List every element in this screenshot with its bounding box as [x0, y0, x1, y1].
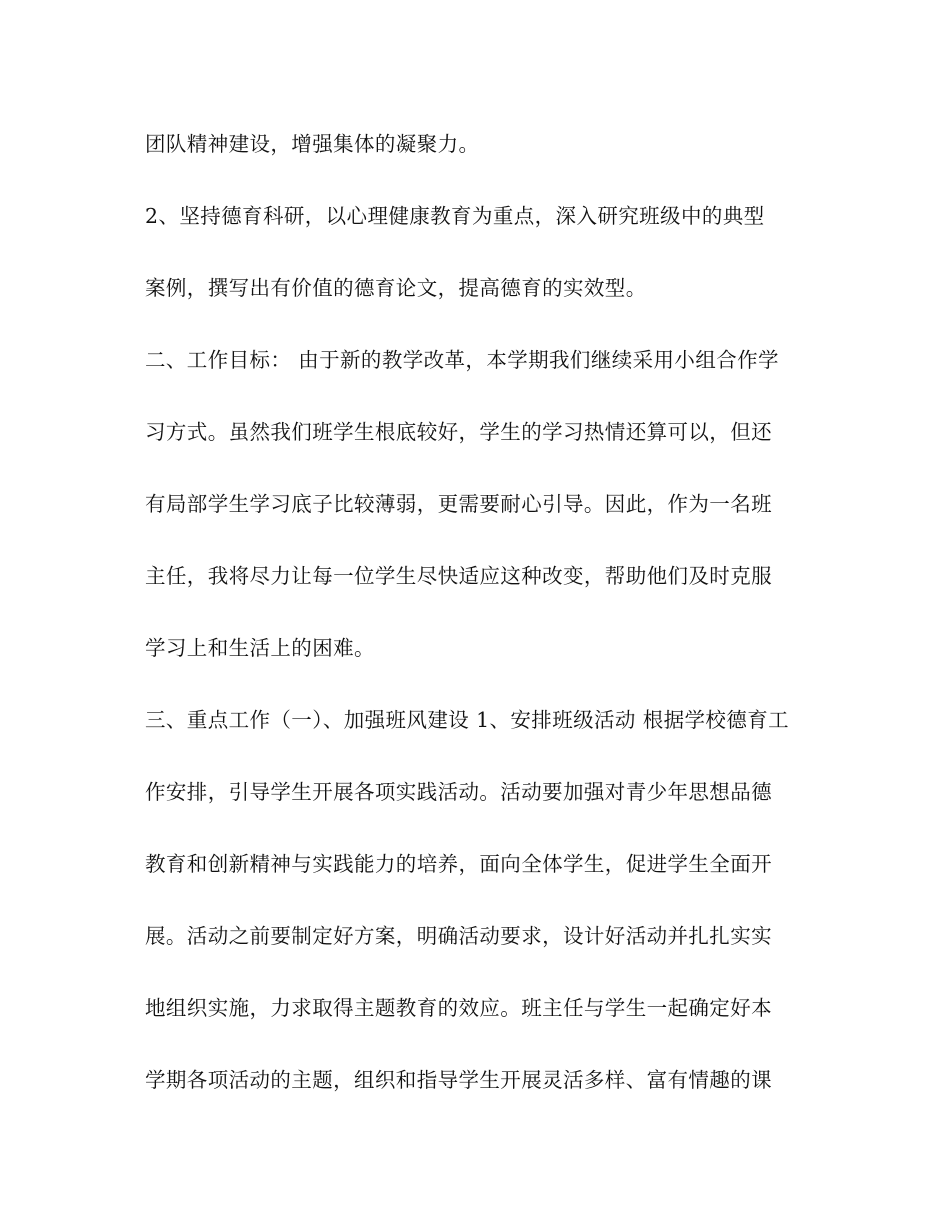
text-line: 团队精神建设，增强集体的凝聚力。 [145, 132, 480, 156]
text-line: 学习上和生活上的困难。 [145, 636, 375, 660]
text-line: 地组织实施，力求取得主题教育的效应。班主任与学生一起确定好本 [145, 996, 772, 1020]
text-line: 2、坚持德育科研，以心理健康教育为重点，深入研究班级中的典型 [145, 204, 765, 228]
text-line: 案例，撰写出有价值的德育论文，提高德育的实效型。 [145, 276, 647, 300]
text-line: 学期各项活动的主题，组织和指导学生开展灵活多样、富有情趣的课 [145, 1068, 772, 1092]
text-line: 展。活动之前要制定好方案，明确活动要求，设计好活动并扎扎实实 [145, 924, 772, 948]
text-line: 教育和创新精神与实践能力的培养，面向全体学生，促进学生全面开 [145, 852, 772, 876]
text-line: 三、重点工作（一）、加强班风建设 1、安排班级活动 根据学校德育工 [145, 708, 790, 732]
text-line: 习方式。虽然我们班学生根底较好，学生的学习热情还算可以，但还 [145, 420, 772, 444]
text-line: 有局部学生学习底子比较薄弱，更需要耐心引导。因此，作为一名班 [145, 492, 772, 516]
text-line: 二、工作目标： 由于新的教学改革，本学期我们继续采用小组合作学 [145, 348, 779, 372]
text-line: 作安排，引导学生开展各项实践活动。活动要加强对青少年思想品德 [145, 780, 772, 804]
text-line: 主任，我将尽力让每一位学生尽快适应这种改变，帮助他们及时克服 [145, 564, 772, 588]
